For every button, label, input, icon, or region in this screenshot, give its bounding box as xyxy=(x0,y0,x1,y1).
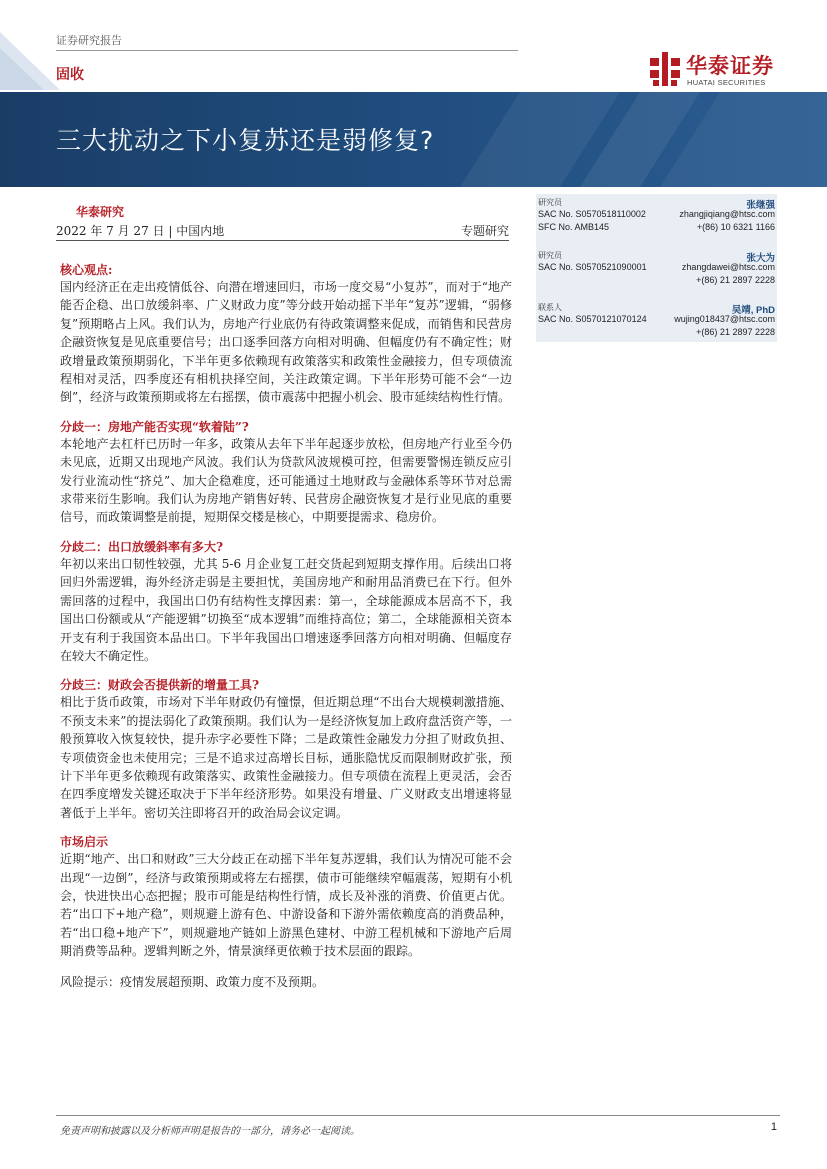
analyst-phone: +(86) 10 6321 1166 xyxy=(696,221,775,232)
section-title: 分歧三：财政会否提供新的增量工具? xyxy=(60,678,260,693)
research-org: 华泰研究 xyxy=(76,205,125,219)
logo-mark-icon xyxy=(650,52,680,86)
section-title: 核心观点: xyxy=(60,263,113,277)
analyst-role: 联系人 xyxy=(538,303,562,312)
analyst-panel xyxy=(536,194,777,342)
analyst-name: 吴靖, PhD xyxy=(731,305,775,316)
section-title: 分歧二：出口放缓斜率有多大? xyxy=(60,539,224,554)
report-body xyxy=(60,262,512,991)
page-number: 1 xyxy=(770,1121,777,1133)
analyst-sac: SAC No. S0570521090001 xyxy=(538,262,647,273)
analyst-phone: +(86) 21 2897 2228 xyxy=(696,326,775,337)
section-body: 年初以来出口韧性较强，尤其 5-6 月企业复工赶交货起到短期支撑作用。后续出口将回归外需逻辑，海外经济走弱是主要担忧，美国房地产和耐用品消费已在下行。但外需回落的过程中，我国出口仍有结构性支撑因素：第一，全球能源成本居高不下，我国出口份额或从“产能逻辑”切换至“成本逻辑”而维持高位；第二，全球能源相关资本开支有利于我国资本品出口。下半年我国出口增速逐季回落方向相对明确、但幅度存在较大不确定性。 xyxy=(60,556,512,663)
section-body: 近期“地产、出口和财政”三大分歧正在动摇下半年复苏逻辑，我们认为情况可能不会出现“一边倒”，经济与政策预期或将左右摇摆，债市可能继续窄幅震荡，短期有小机会，快进快出心态把握；股市可能是结构性行情，成长及补涨的消费、价值更占优。若“出口下+地产稳”，则规避上游有色、中游设备和下游外需依赖度高的消费品种，若“出口稳+地产下”，则规避地产链如上游黑色建材、中游工程机械和下游地产后周期消费等品种。逻辑判断之外，情景演绎更依赖于技术层面的跟踪。 xyxy=(60,852,512,959)
company-logo xyxy=(650,50,780,90)
footer-divider xyxy=(56,1115,780,1116)
section-title: 市场启示 xyxy=(60,835,109,850)
section-title: 分歧一：房地产能否实现“软着陆”? xyxy=(60,419,249,434)
report-date: 2022 年 7 月 27 日 | 中国内地 xyxy=(56,224,225,238)
analyst-email[interactable]: wujing018437@htsc.com xyxy=(674,314,775,325)
analyst-card xyxy=(538,197,775,234)
report-kicker: 证券研究报告 xyxy=(56,34,122,47)
date-divider xyxy=(56,240,509,241)
disclaimer: 免责声明和披露以及分析师声明是报告的一部分，请务必一起阅读。 xyxy=(60,1126,360,1137)
section-body: 国内经济正在走出疫情低谷、向潜在增速回归，市场一度交易“小复苏”，而对于“地产能否企稳、出口放缓斜率、广义财政力度”等分歧开始动摇下半年“复苏”逻辑，“弱修复”预期略占上风。我们认为，房地产行业底仍有待政策调整来促成，而销售和民营房企融资恢复是见底重要信号；出口逐季回落方向相对明确、但幅度仍有不确定性；财政增量政策预期弱化，下半年更多依赖现有政策落实和政策性金融接力，但专项债流程相对灵活，四季度还有相机抉择空间，关注政策定调。下半年形势可能不会“一边倒”，经济与政策预期或将左右摇摆，债市震荡中把握小机会、股市延续结构性行情。 xyxy=(60,280,512,405)
analyst-card xyxy=(538,250,775,287)
section-body: 相比于货币政策，市场对下半年财政仍有憧憬，但近期总理“不出台大规模刺激措施、不预支未来”的提法弱化了政策预期。我们认为一是经济恢复加上政府盘活资产等，一般预算收入恢复较快，提升赤字必要性下降；二是政策性金融发力分担了财政负担、专项债资金也未使用完；三是不追求过高增长目标，通胀隐忧反而限制财政扩张，预计下半年更多依赖现有政策落实、政策性金融接力。但专项债在流程上更灵活，会否在四季度增发关键还取决于下半年经济形势。如果没有增量、广义财政支出增速将显著低于上半年。密切关注即将召开的政治局会议定调。 xyxy=(60,695,512,820)
analyst-sac: SAC No. S0570518110002 xyxy=(538,209,646,220)
analyst-role: 研究员 xyxy=(538,251,562,260)
title-banner xyxy=(0,92,827,187)
date-line xyxy=(56,222,509,238)
risk-note: 风险提示：疫情发展超预期、政策力度不及预期。 xyxy=(60,974,325,989)
logo-text-en: HUATAI SECURITIES xyxy=(687,78,766,87)
analyst-phone: +(86) 21 2897 2228 xyxy=(696,274,775,285)
report-type: 专题研究 xyxy=(460,224,509,238)
analyst-name: 张继强 xyxy=(746,200,775,211)
analyst-card xyxy=(538,302,775,339)
logo-text-cn: 华泰证券 xyxy=(686,54,774,78)
header-divider xyxy=(56,50,518,51)
analyst-role: 研究员 xyxy=(538,198,562,207)
analyst-email[interactable]: zhangdawei@htsc.com xyxy=(681,262,775,273)
analyst-sfc: SFC No. AMB145 xyxy=(538,221,610,232)
analyst-name: 张大为 xyxy=(746,253,775,264)
section-body: 本轮地产去杠杆已历时一年多，政策从去年下半年起逐步放松，但房地产行业至今仍未见底，近期又出现地产风波。我们认为贷款风波规模可控，但需要警惕连锁反应引发行业流动性“挤兑”、加大企稳难度，还可能通过土地财政与金融体系等环节对总需求带来衍生影响。我们认为房地产销售好转、民营房企融资恢复才是行业见底的重要信号，而政策调整是前提，短期保交楼是核心，中期要提需求、稳房价。 xyxy=(60,436,512,525)
analyst-email[interactable]: zhangjiqiang@htsc.com xyxy=(679,209,775,220)
report-category: 固收 xyxy=(56,67,84,83)
report-title: 三大扰动之下小复苏还是弱修复? xyxy=(56,126,435,155)
analyst-sac: SAC No. S0570121070124 xyxy=(538,314,647,325)
